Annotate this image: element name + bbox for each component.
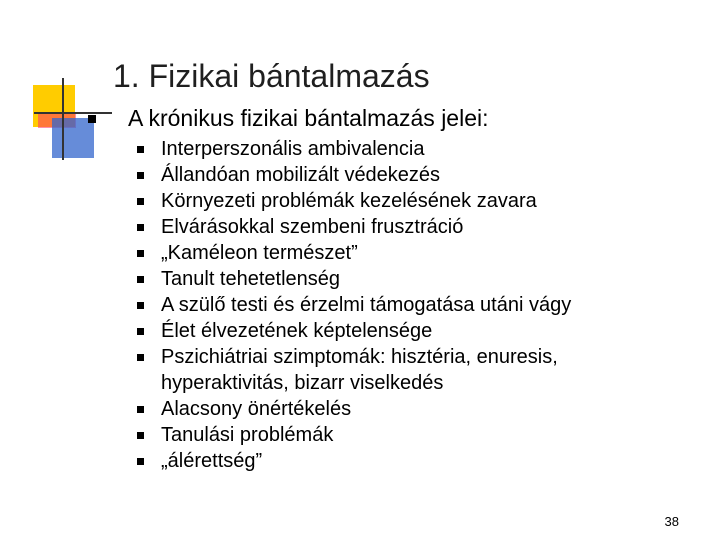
square-bullet-icon (88, 115, 96, 123)
square-bullet-icon (137, 172, 144, 179)
list-item-text: Elvárásokkal szembeni frusztráció (161, 216, 464, 238)
square-bullet-icon (137, 432, 144, 439)
square-bullet-icon (137, 458, 144, 465)
list-item (130, 136, 690, 162)
list-item (130, 188, 690, 214)
square-bullet-icon (137, 146, 144, 153)
list-item (130, 292, 690, 318)
list-item (130, 396, 690, 422)
list-item-text: A szülő testi és érzelmi támogatása utáni vágy (161, 294, 572, 316)
main-point-text: A krónikus fizikai bántalmazás jelei: (128, 105, 489, 131)
list-item (130, 266, 690, 292)
slide-title: 1. Fizikai bántalmazás (113, 58, 430, 94)
square-bullet-icon (137, 276, 144, 283)
square-bullet-icon (137, 198, 144, 205)
square-bullet-icon (137, 224, 144, 231)
horizontal-line (34, 112, 112, 114)
list-item-text: Pszichiátriai szimptomák: hisztéria, enuresis, hyperaktivitás, bizarr viselkedés (161, 346, 558, 394)
list-item (130, 214, 690, 240)
list-item-text: Élet élvezetének képtelensége (161, 320, 433, 342)
blue-square (52, 118, 94, 158)
list-item-text: Tanult tehetetlenség (161, 268, 341, 290)
list-item-text: Tanulási problémák (161, 424, 334, 446)
square-bullet-icon (137, 406, 144, 413)
list-item (130, 422, 690, 448)
list-item (130, 344, 690, 396)
list-item (130, 318, 690, 344)
page-number: 38 (664, 514, 679, 529)
list-item-text: Alacsony önértékelés (161, 398, 352, 420)
list-item (130, 448, 690, 474)
sub-point-list (130, 136, 690, 474)
square-bullet-icon (137, 302, 144, 309)
square-bullet-icon (137, 354, 144, 361)
list-item-text: „álérettség” (161, 450, 263, 472)
list-item (130, 162, 690, 188)
square-bullet-icon (137, 250, 144, 257)
list-item (130, 240, 690, 266)
list-item-text: Állandóan mobilizált védekezés (161, 164, 441, 186)
list-item-text: „Kaméleon természet” (161, 242, 358, 264)
list-item-text: Környezeti problémák kezelésének zavara (161, 190, 537, 212)
vertical-line (62, 78, 64, 160)
list-item-text: Interperszonális ambivalencia (161, 138, 425, 160)
square-bullet-icon (137, 328, 144, 335)
